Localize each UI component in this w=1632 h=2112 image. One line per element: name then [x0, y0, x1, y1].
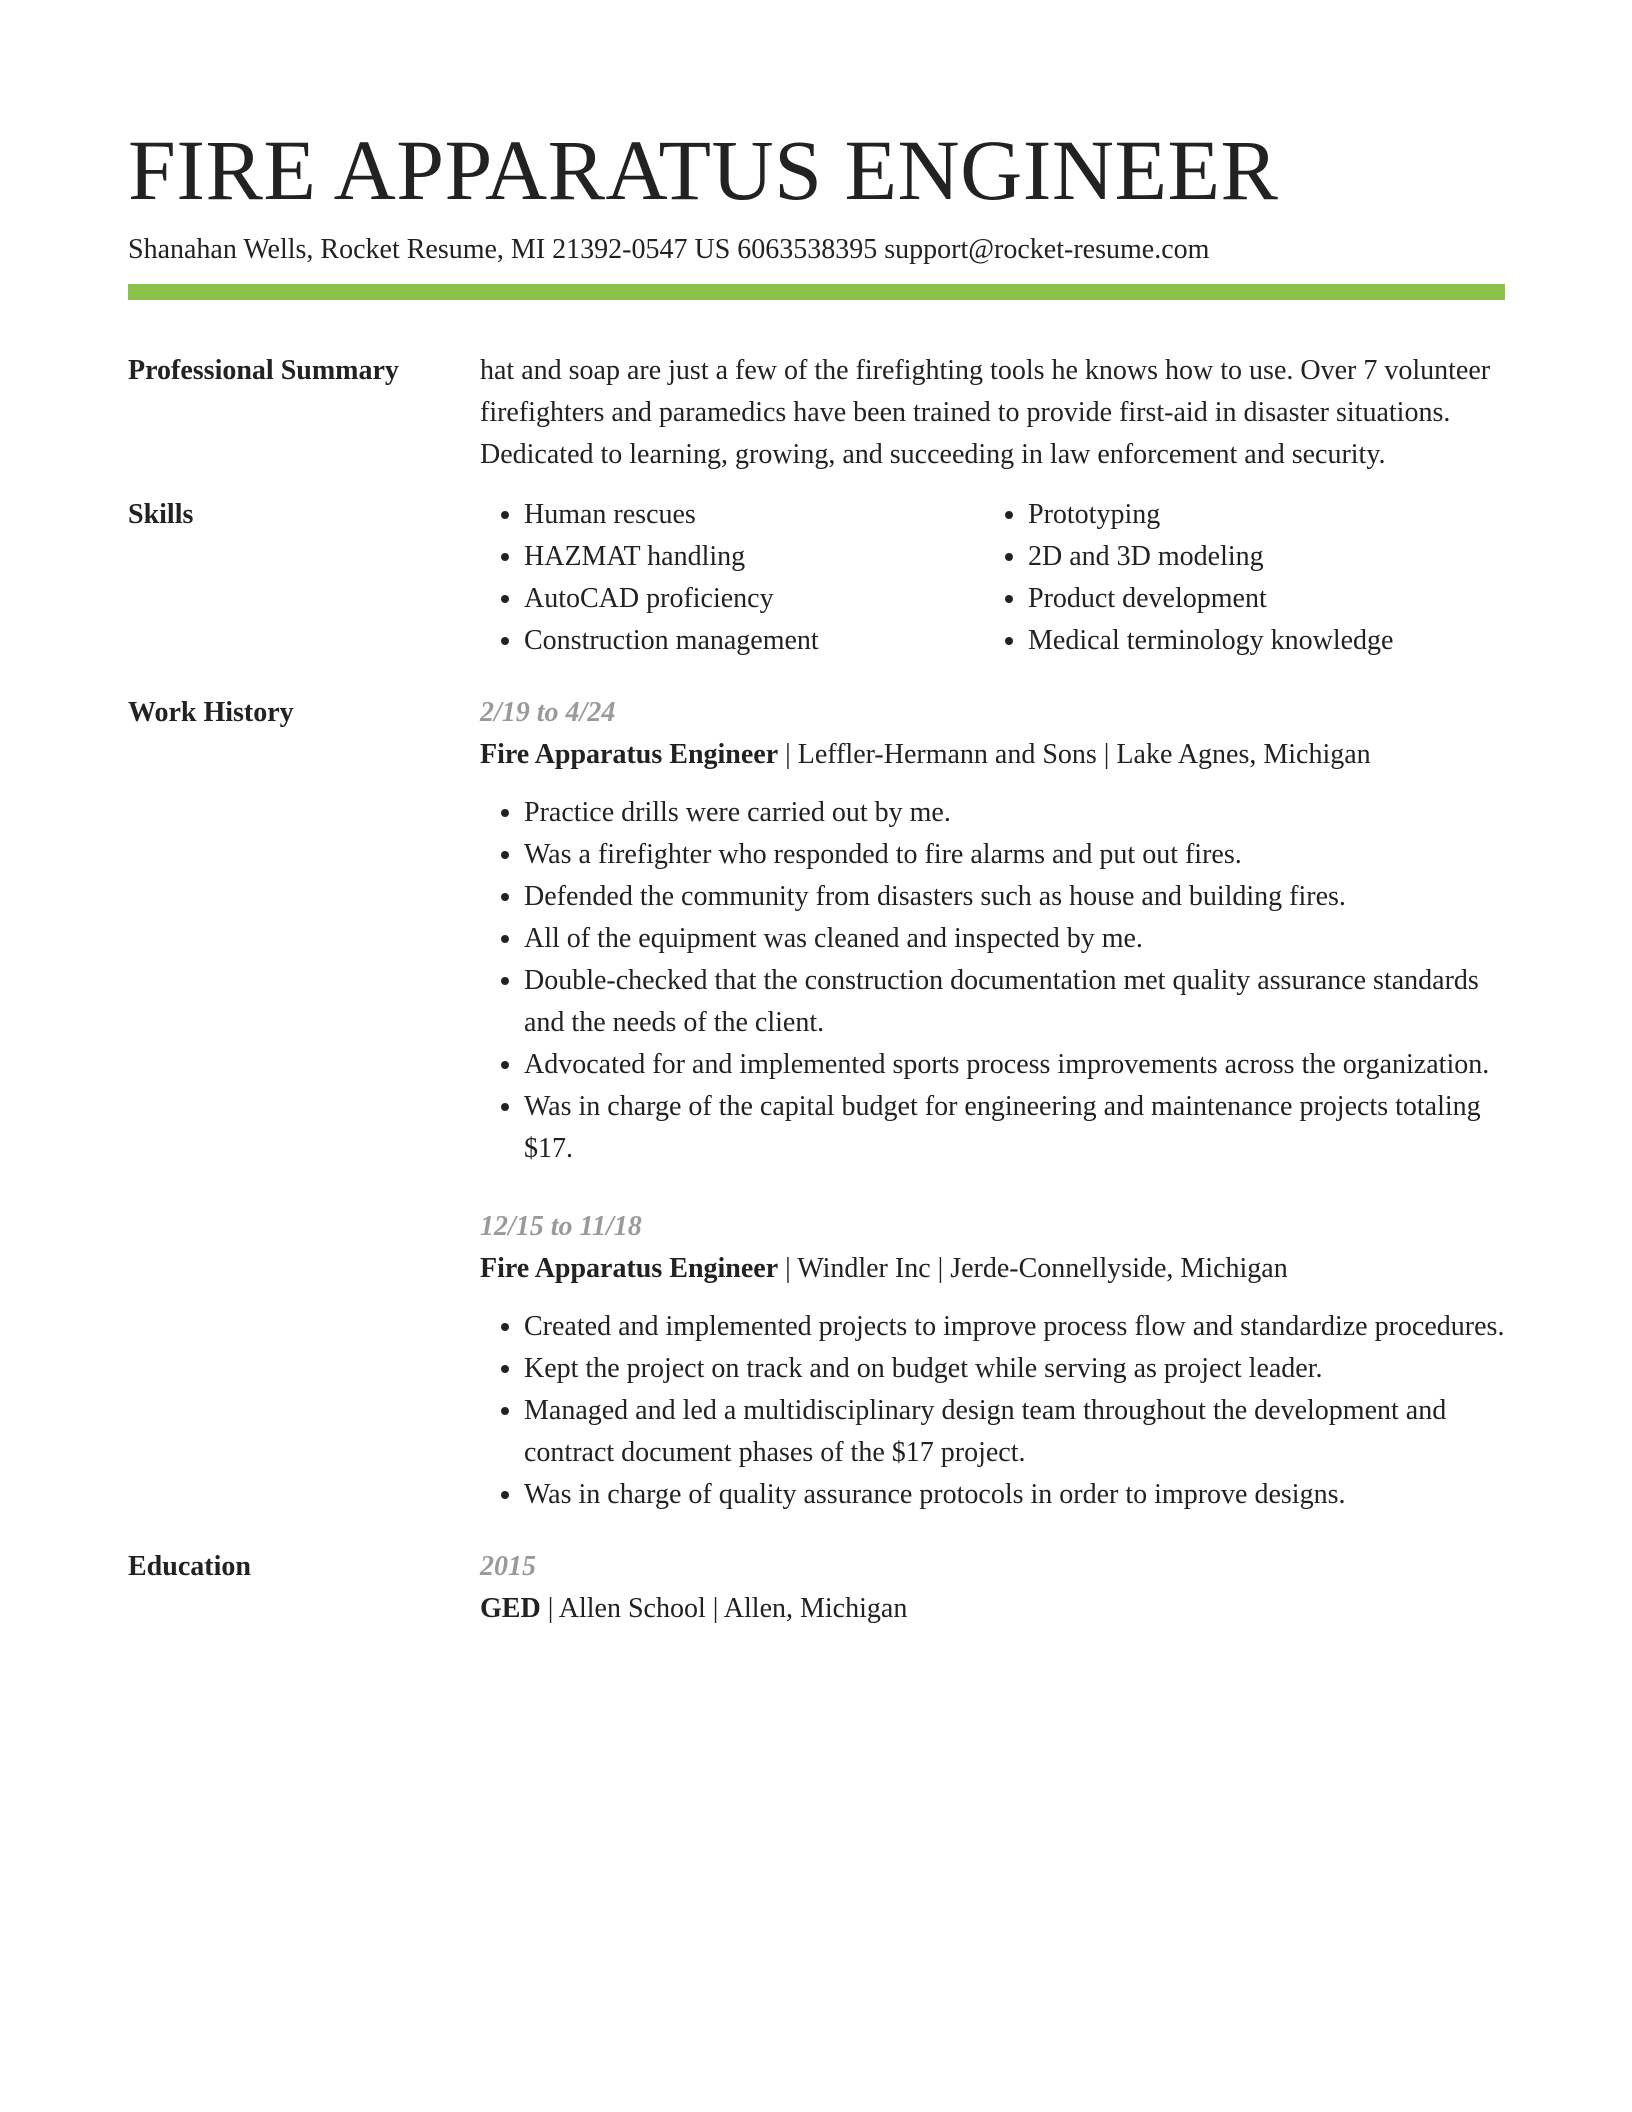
skills-list-left: [480, 494, 984, 662]
skill-item: • HAZMAT handling: [524, 536, 984, 578]
skill-item: • 2D and 3D modeling: [1028, 536, 1488, 578]
resume-page: [128, 0, 1505, 1630]
job-bullet: • All of the equipment was cleaned and inspected by me.: [524, 918, 1505, 960]
education-section: [128, 1546, 1505, 1630]
job-bullet: • Kept the project on track and on budget while serving as project leader.: [524, 1348, 1505, 1390]
job-bullet: • Was in charge of the capital budget for engineering and maintenance projects totaling $17.: [524, 1086, 1505, 1170]
summary-label: Professional Summary: [128, 355, 399, 386]
job-details: | Leffler-Hermann and Sons | Lake Agnes, Michigan: [778, 739, 1371, 770]
job-bullet: • Managed and led a multidisciplinary design team throughout the development and contract document phases of the $17 project.: [524, 1390, 1505, 1474]
skills-list-right: [984, 494, 1488, 662]
job-bullet: • Advocated for and implemented sports process improvements across the organization.: [524, 1044, 1505, 1086]
contact-line: Shanahan Wells, Rocket Resume, MI 21392-0547 US 6063538395 support@rocket-resume.com: [128, 234, 1210, 265]
resume-title: FIRE APPARATUS ENGINEER: [128, 122, 1279, 218]
skill-item: • Medical terminology knowledge: [1028, 620, 1488, 662]
skill-item: • Product development: [1028, 578, 1488, 620]
skill-item: • AutoCAD proficiency: [524, 578, 984, 620]
work-history-label: Work History: [128, 697, 294, 728]
job-heading: [480, 734, 1505, 776]
education-degree: GED: [480, 1593, 541, 1624]
skills-label: Skills: [128, 499, 194, 530]
job-entry: [480, 1206, 1505, 1516]
job-bullet: • Double-checked that the construction documentation met quality assurance standards and the needs of the client.: [524, 960, 1505, 1044]
job-bullet: • Practice drills were carried out by me.: [524, 792, 1505, 834]
job-details: | Windler Inc | Jerde-Connellyside, Michigan: [778, 1253, 1288, 1284]
education-details: | Allen School | Allen, Michigan: [540, 1593, 908, 1624]
job-bullet: • Was in charge of quality assurance protocols in order to improve designs.: [524, 1474, 1505, 1516]
job-entry: [480, 692, 1505, 1170]
skills-section: [128, 494, 1505, 662]
job-bullets: [480, 792, 1505, 1170]
skill-item: • Prototyping: [1028, 494, 1488, 536]
summary-text: hat and soap are just a few of the firefighting tools he knows how to use. Over 7 volunteer firefighters and paramedics have been trained to provide first-aid in disaster situations. Dedicated to learning, growing, and succeeding in law enforcement and security.: [480, 355, 1491, 470]
job-title: Fire Apparatus Engineer: [480, 1253, 779, 1284]
job-bullet: • Created and implemented projects to improve process flow and standardize procedures.: [524, 1306, 1505, 1348]
work-history-section: [128, 692, 1505, 1516]
summary-section: [128, 350, 1505, 476]
skill-item: • Human rescues: [524, 494, 984, 536]
job-bullet: • Was a firefighter who responded to fire alarms and put out fires.: [524, 834, 1505, 876]
education-heading: [480, 1588, 1505, 1630]
job-title: Fire Apparatus Engineer: [480, 739, 779, 770]
skill-item: • Construction management: [524, 620, 984, 662]
education-label: Education: [128, 1551, 251, 1582]
header-divider: [128, 284, 1505, 300]
job-bullets: [480, 1306, 1505, 1516]
education-year: 2015: [480, 1551, 536, 1582]
job-dates: 12/15 to 11/18: [480, 1211, 642, 1242]
work-history-body: [480, 692, 1505, 1516]
job-dates: 2/19 to 4/24: [480, 697, 616, 728]
job-heading: [480, 1248, 1505, 1290]
job-bullet: • Defended the community from disasters such as house and building fires.: [524, 876, 1505, 918]
skills-columns: [480, 494, 1505, 662]
education-body: [480, 1546, 1505, 1630]
